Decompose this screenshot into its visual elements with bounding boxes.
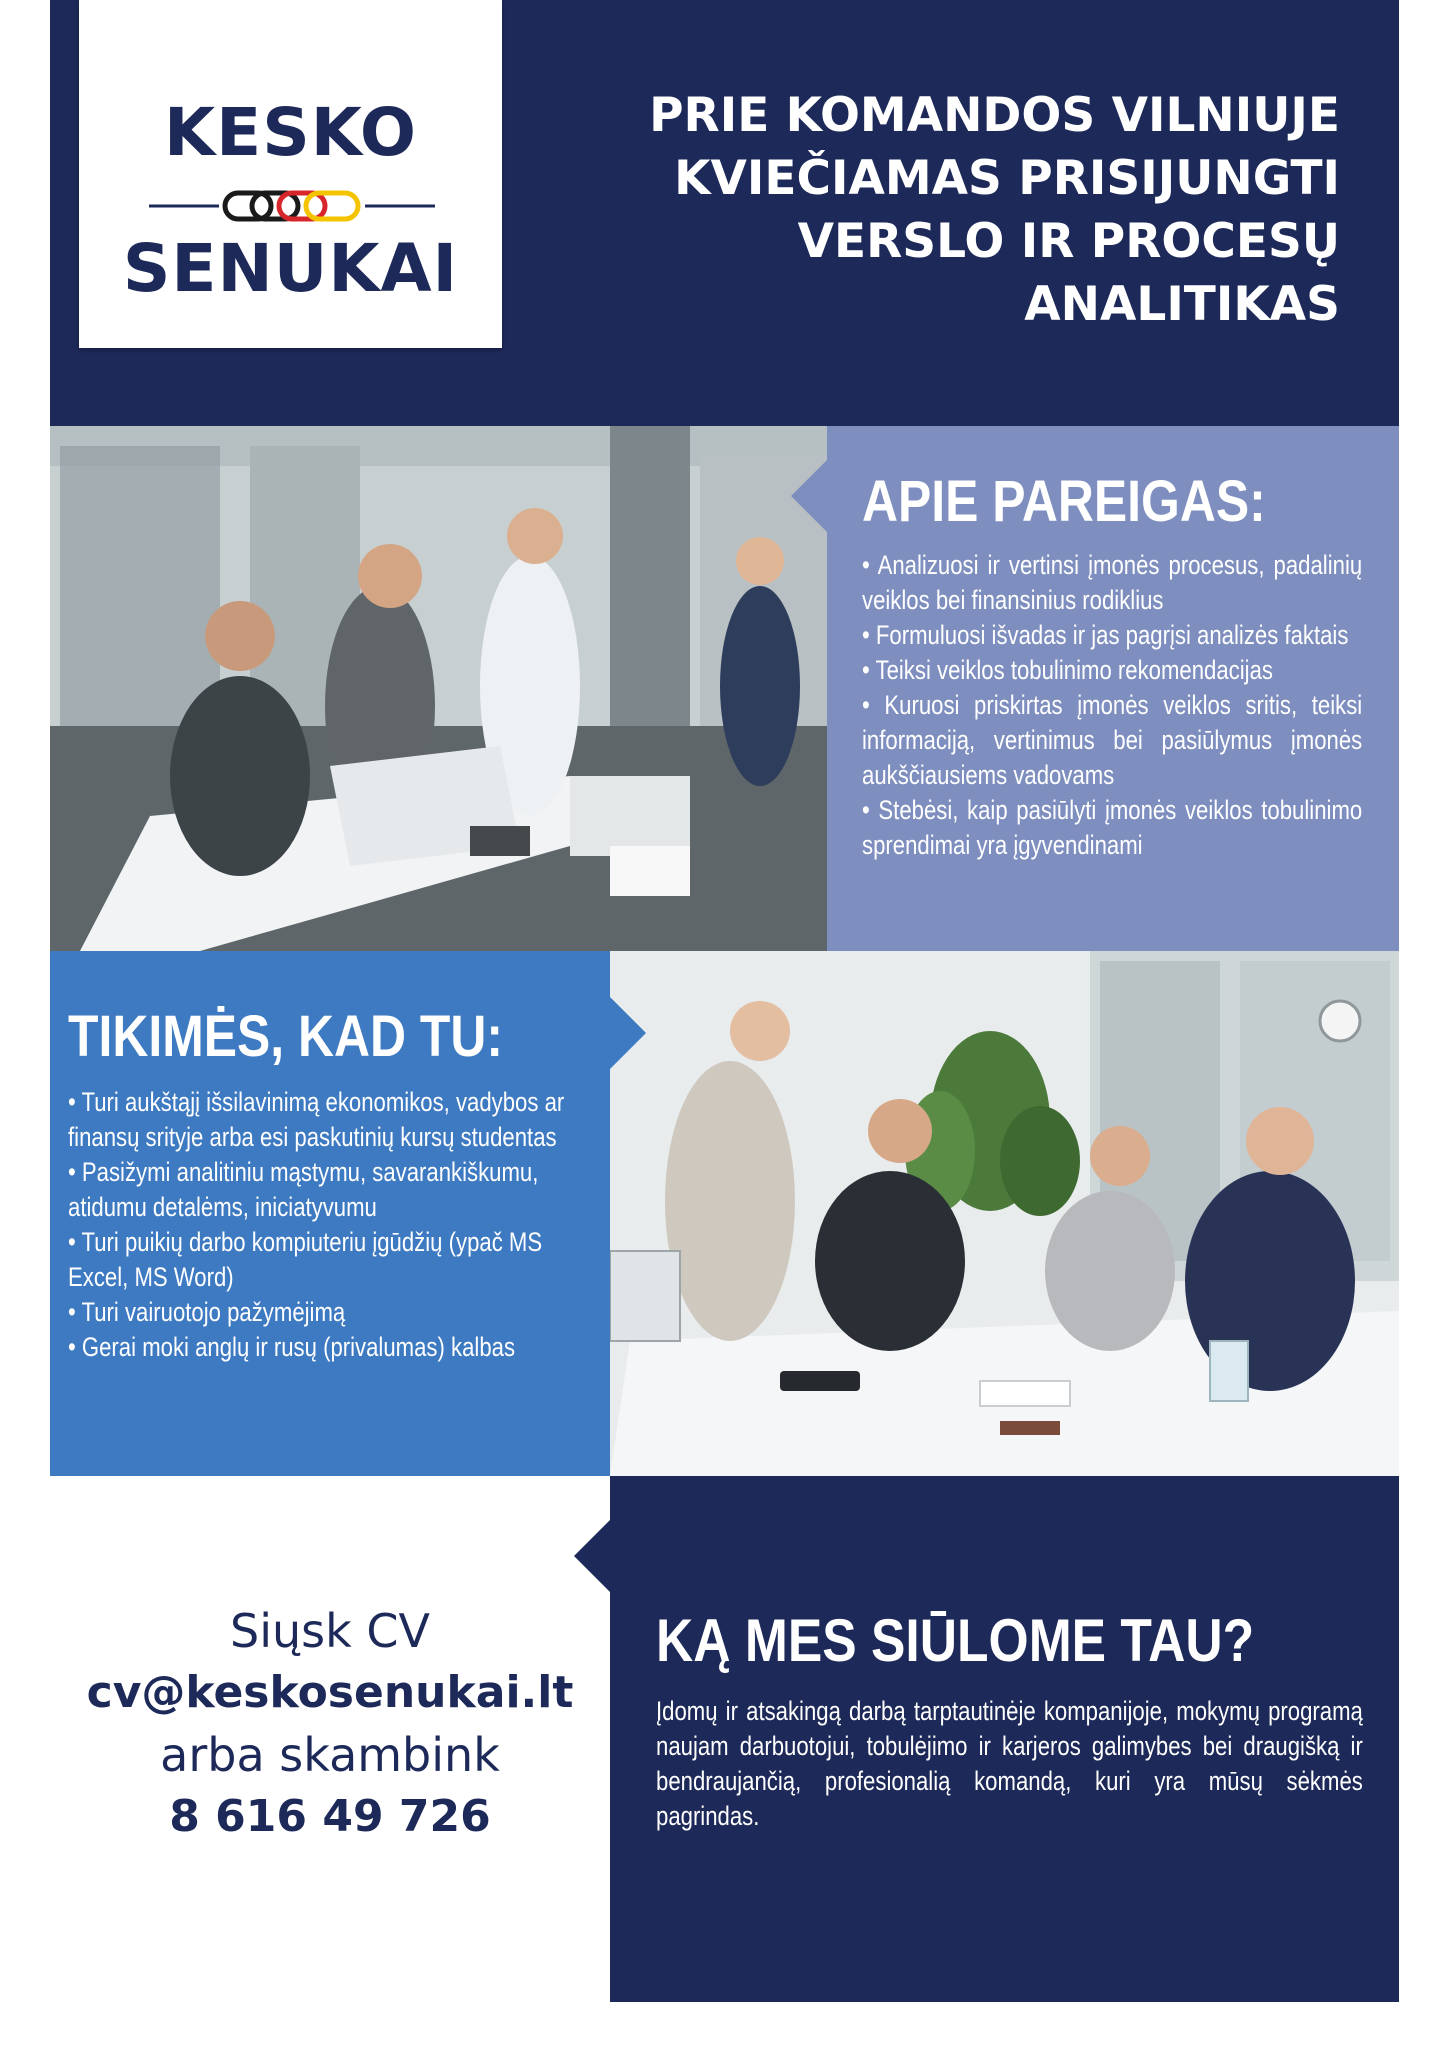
contact-send-cv: Siųsk CV <box>230 1604 430 1658</box>
list-item: • Pasižymi analitiniu mąstymu, savarankiškumu, atidumu detalėms, iniciatyvumu <box>68 1157 539 1222</box>
offer-text: Įdomų ir atsakingą darbą tarptautinėje kompanijoje, mokymų programą naujam darbuotojui, tobulėjimo ir karjeros galimybes bei draugišką ir bendraujančią, profesionalią komandą, kuri yra mūsų sėkmės pagrindas. <box>656 1696 1363 1831</box>
list-item: • Turi puikių darbo kompiuteriu įgūdžių (ypač MS Excel, MS Word) <box>68 1227 543 1292</box>
duties-title: APIE PAREIGAS: <box>862 469 1266 534</box>
duties-panel <box>827 426 1399 951</box>
headline-line: KVIEČIAMAS PRISIJUNGTI <box>674 151 1340 206</box>
offer-title: KĄ MES SIŪLOME TAU? <box>656 1607 1255 1674</box>
list-item: • Stebėsi, kaip pasiūlyti įmonės veiklos tobulinimo sprendimai yra įgyvendinami <box>862 795 1363 860</box>
headline-line: VERSLO IR PROCESŲ <box>797 214 1340 269</box>
headline-line: PRIE KOMANDOS VILNIUJE <box>649 88 1340 143</box>
requirements-title: TIKIMĖS, KAD TU: <box>68 1004 504 1069</box>
meeting-photo <box>610 951 1399 1476</box>
list-item: • Analizuosi ir vertinsi įmonės procesus, padalinių veiklos bei finansinius rodiklius <box>862 550 1363 615</box>
list-item: • Formuluosi išvadas ir jas pagrįsi analizės faktais <box>862 620 1349 650</box>
job-headline <box>560 84 1340 336</box>
chain-links-logo-icon <box>149 186 435 226</box>
logo-text-top: KESKO <box>163 94 418 171</box>
requirements-list <box>68 1085 593 1365</box>
contact-email-link[interactable]: cv@keskosenukai.lt <box>86 1667 574 1718</box>
duties-list <box>862 548 1362 863</box>
headline-line: ANALITIKAS <box>1024 277 1340 332</box>
contact-or-call: arba skambink <box>160 1728 500 1782</box>
duties-panel-arrow <box>791 460 827 532</box>
offer-panel <box>610 1476 1399 2002</box>
requirements-panel <box>50 951 610 1476</box>
list-item: • Turi aukštąjį išsilavinimą ekonomikos, vadybos ar finansų srityje arba esi paskutinių kursų studentas <box>68 1087 565 1152</box>
list-item: • Gerai moki anglų ir rusų (privalumas) kalbas <box>68 1332 516 1362</box>
list-item: • Kuruosi priskirtas įmonės veiklos sritis, teiksi informaciją, vertinimus bei pasiūlymus įmonės aukščiausiems vadovams <box>862 690 1363 790</box>
requirements-panel-arrow <box>610 997 646 1069</box>
logo-text-bottom: SENUKAI <box>122 230 459 307</box>
contact-block <box>50 1600 610 1848</box>
offer-panel-arrow <box>574 1520 610 1592</box>
office-team-photo <box>50 426 827 951</box>
contact-phone-number[interactable]: 8 616 49 726 <box>169 1791 491 1842</box>
list-item: • Turi vairuotojo pažymėjimą <box>68 1297 346 1327</box>
list-item: • Teiksi veiklos tobulinimo rekomendacijas <box>862 655 1273 685</box>
company-logo <box>79 0 502 348</box>
